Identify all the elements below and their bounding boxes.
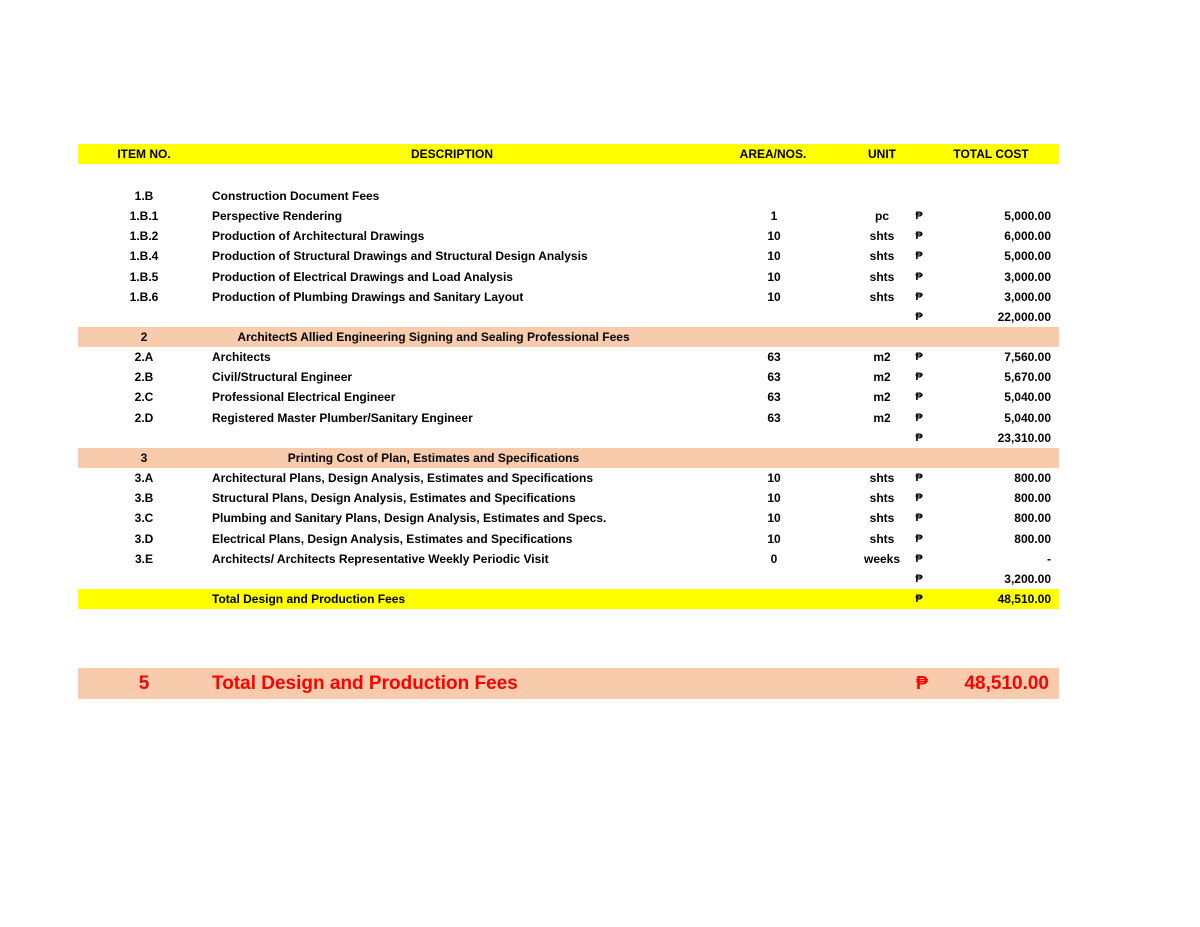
table-row — [78, 267, 1059, 287]
total-label: Total Design and Production Fees — [212, 592, 406, 606]
row-area-nos: 10 — [767, 289, 781, 304]
row-unit: shts — [869, 511, 895, 526]
row-area-nos: 10 — [767, 229, 781, 244]
table-row — [78, 347, 1059, 367]
row-unit: m2 — [873, 350, 891, 364]
row-unit: m2 — [873, 390, 891, 405]
subtotal-cost: 3,200.00 — [1004, 572, 1051, 586]
peso-icon: ₱ — [915, 532, 923, 545]
row-description: Professional Electrical Engineer — [212, 390, 396, 405]
section-title-row — [78, 448, 1059, 468]
section-title-row — [78, 186, 1059, 206]
table-row — [78, 508, 1059, 528]
header-description: DESCRIPTION — [410, 147, 493, 161]
peso-icon: ₱ — [915, 472, 923, 484]
peso-icon: ₱ — [915, 593, 923, 605]
grand-total-cost: 48,510.00 — [964, 673, 1049, 694]
row-unit: m2 — [873, 410, 891, 425]
row-description: Production of Electrical Drawings and Load Analysis — [212, 269, 513, 284]
peso-icon: ₱ — [915, 311, 923, 323]
row-item-no: 1.B.1 — [129, 209, 159, 223]
row-total-cost: 3,000.00 — [1004, 289, 1051, 304]
row-total-cost: 5,000.00 — [1004, 249, 1051, 264]
peso-icon: ₱ — [915, 391, 923, 404]
table-row — [78, 408, 1059, 428]
row-unit: shts — [869, 471, 895, 485]
header-unit: UNIT — [868, 147, 896, 161]
table-row — [78, 529, 1059, 549]
peso-icon: ₱ — [915, 250, 923, 263]
header-area-nos: AREA/NOS. — [739, 147, 807, 161]
section-title: Construction Document Fees — [212, 189, 380, 203]
peso-icon: ₱ — [915, 270, 923, 283]
row-area-nos: 10 — [767, 531, 781, 546]
peso-icon: ₱ — [915, 432, 923, 444]
row-description: Production of Structural Drawings and Structural Design Analysis — [212, 249, 588, 264]
row-area-nos: 10 — [767, 471, 781, 485]
row-description: Civil/Structural Engineer — [212, 370, 353, 385]
row-item-no: 3.E — [134, 551, 153, 566]
row-description: Production of Plumbing Drawings and Sanitary Layout — [212, 289, 524, 304]
row-description: Architectural Plans, Design Analysis, Estimates and Specifications — [212, 471, 594, 485]
row-item-no: 2.B — [134, 370, 154, 385]
row-unit: shts — [869, 531, 895, 546]
header-item-no: ITEM NO. — [117, 147, 171, 161]
row-total-cost: 3,000.00 — [1004, 269, 1051, 284]
row-unit: shts — [869, 289, 895, 304]
peso-icon: ₱ — [915, 290, 923, 303]
row-item-no: 1.B.4 — [129, 249, 159, 264]
row-item-no: 2.A — [134, 350, 154, 364]
table-row — [78, 367, 1059, 387]
header-total-cost: TOTAL COST — [953, 147, 1029, 161]
peso-icon: ₱ — [915, 411, 923, 424]
total-row — [78, 589, 1059, 609]
subtotal-row — [78, 428, 1059, 448]
row-total-cost: 800.00 — [1014, 471, 1051, 485]
row-area-nos: 63 — [767, 410, 781, 425]
row-area-nos: 63 — [767, 390, 781, 405]
grand-total-item-no: 5 — [138, 673, 150, 694]
section-title: Printing Cost of Plan, Estimates and Specifications — [287, 451, 580, 465]
row-total-cost: 800.00 — [1014, 511, 1051, 526]
row-area-nos: 10 — [767, 269, 781, 284]
row-total-cost: 800.00 — [1014, 491, 1051, 506]
subtotal-cost: 22,000.00 — [997, 310, 1051, 324]
row-description: Production of Architectural Drawings — [212, 229, 425, 244]
row-area-nos: 63 — [767, 370, 781, 385]
peso-icon: ₱ — [915, 371, 923, 384]
row-area-nos: 0 — [770, 551, 778, 566]
peso-icon: ₱ — [915, 210, 923, 222]
row-total-cost: 5,000.00 — [1004, 209, 1051, 223]
row-description: Architects — [212, 350, 271, 364]
table-row — [78, 206, 1059, 226]
row-unit: shts — [869, 229, 895, 244]
section-item-no: 3 — [140, 451, 148, 465]
total-cost: 48,510.00 — [997, 592, 1051, 606]
row-total-cost: - — [1047, 551, 1051, 566]
peso-icon: ₱ — [915, 492, 923, 505]
row-description: Plumbing and Sanitary Plans, Design Analysis, Estimates and Specs. — [212, 511, 607, 526]
row-total-cost: 6,000.00 — [1004, 229, 1051, 244]
row-description: Electrical Plans, Design Analysis, Estimates and Specifications — [212, 531, 573, 546]
row-unit: m2 — [873, 370, 891, 385]
row-item-no: 1.B.2 — [129, 229, 159, 244]
row-unit: shts — [869, 249, 895, 264]
row-total-cost: 5,040.00 — [1004, 390, 1051, 405]
table-row — [78, 226, 1059, 246]
section-item-no: 2 — [140, 330, 148, 344]
table-row — [78, 468, 1059, 488]
table-row — [78, 488, 1059, 508]
grand-total-row — [78, 668, 1059, 699]
row-total-cost: 5,670.00 — [1004, 370, 1051, 385]
row-unit: shts — [869, 269, 895, 284]
section-title-row — [78, 327, 1059, 347]
section-item-no: 1.B — [134, 189, 154, 203]
grand-total-label: Total Design and Production Fees — [212, 673, 518, 694]
row-item-no: 1.B.6 — [129, 289, 159, 304]
peso-icon: ₱ — [915, 673, 928, 693]
peso-icon: ₱ — [915, 230, 923, 243]
row-total-cost: 7,560.00 — [1004, 350, 1051, 364]
table-row — [78, 246, 1059, 266]
row-item-no: 1.B.5 — [129, 269, 159, 284]
table-row — [78, 287, 1059, 307]
row-item-no: 3.D — [134, 531, 154, 546]
row-area-nos: 10 — [767, 249, 781, 264]
table-row — [78, 387, 1059, 407]
row-description: Architects/ Architects Representative Weekly Periodic Visit — [212, 551, 549, 566]
row-area-nos: 63 — [767, 350, 781, 364]
row-item-no: 2.D — [134, 410, 154, 425]
row-area-nos: 1 — [770, 209, 778, 223]
row-item-no: 3.B — [134, 491, 154, 506]
subtotal-row — [78, 569, 1059, 589]
row-item-no: 3.C — [134, 511, 154, 526]
row-unit: weeks — [863, 551, 901, 566]
table-header — [78, 144, 1059, 164]
row-description: Perspective Rendering — [212, 209, 343, 223]
row-description: Registered Master Plumber/Sanitary Engineer — [212, 410, 473, 425]
peso-icon: ₱ — [915, 512, 923, 525]
peso-icon: ₱ — [915, 552, 923, 565]
row-area-nos: 10 — [767, 511, 781, 526]
row-total-cost: 800.00 — [1014, 531, 1051, 546]
table-row — [78, 549, 1059, 569]
subtotal-row — [78, 307, 1059, 327]
row-item-no: 2.C — [134, 390, 154, 405]
peso-icon: ₱ — [915, 573, 923, 585]
row-item-no: 3.A — [134, 471, 154, 485]
row-unit: shts — [869, 491, 895, 506]
row-area-nos: 10 — [767, 491, 781, 506]
row-total-cost: 5,040.00 — [1004, 410, 1051, 425]
row-unit: pc — [874, 209, 889, 223]
peso-icon: ₱ — [915, 351, 923, 363]
subtotal-cost: 23,310.00 — [997, 431, 1051, 445]
section-title: ArchitectS Allied Engineering Signing and Sealing Professional Fees — [237, 330, 630, 344]
row-description: Structural Plans, Design Analysis, Estimates and Specifications — [212, 491, 576, 506]
